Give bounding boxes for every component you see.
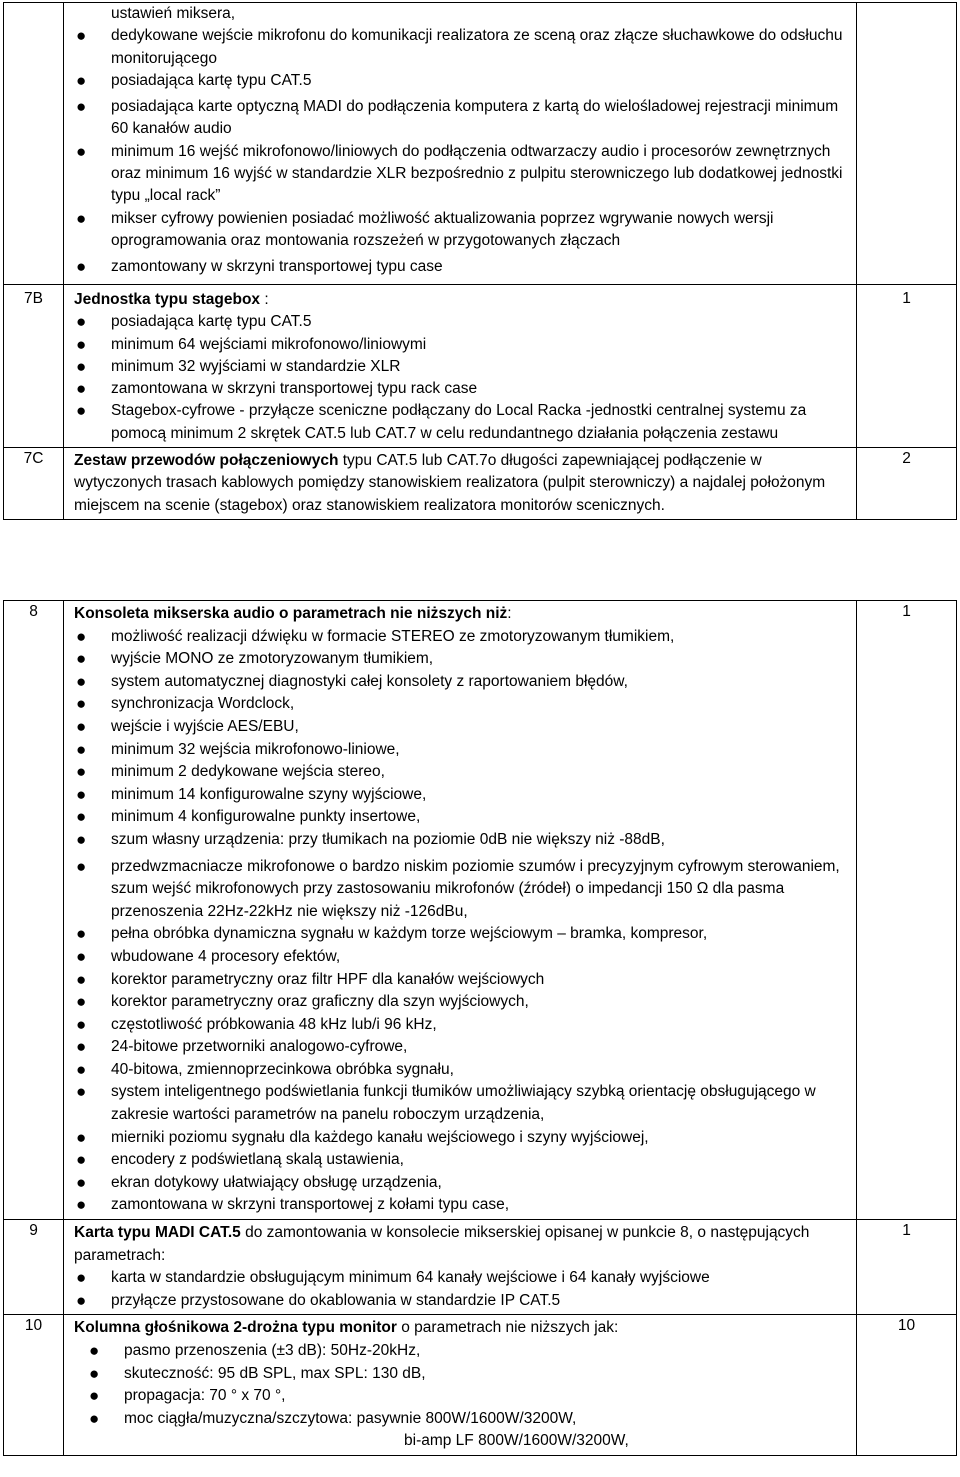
list-item-text: system automatycznej diagnostyki całej konsolety z raportowaniem błędów, bbox=[111, 672, 628, 690]
row-quantity: 1 bbox=[902, 1222, 911, 1240]
bullet-icon: ● bbox=[76, 969, 87, 989]
list-item bbox=[74, 1036, 848, 1059]
list-item-text: wbudowane 4 procesory efektów, bbox=[111, 947, 341, 965]
bullet-icon: ● bbox=[76, 141, 87, 161]
list-item-text: wejście i wyjście AES/EBU, bbox=[111, 717, 299, 735]
list-item-text: ekran dotykowy ułatwiający obsługę urządzenia, bbox=[111, 1173, 442, 1191]
bullet-icon: ● bbox=[76, 762, 87, 782]
list-item-text: minimum 2 dedykowane wejścia stereo, bbox=[111, 763, 385, 781]
list-item-text: posiadająca kartę typu CAT.5 bbox=[111, 71, 312, 89]
list-item bbox=[74, 946, 848, 969]
bullet-icon: ● bbox=[76, 1268, 87, 1288]
row-number: 9 bbox=[29, 1222, 38, 1240]
item-title: Zestaw przewodów połączeniowych bbox=[74, 452, 339, 470]
bullet-icon: ● bbox=[76, 1037, 87, 1057]
list-item bbox=[74, 334, 848, 356]
bullet-icon: ● bbox=[76, 856, 87, 876]
list-item bbox=[74, 671, 848, 694]
list-item bbox=[74, 829, 848, 852]
bullet-icon: ● bbox=[76, 626, 87, 646]
bullet-list bbox=[74, 311, 848, 445]
list-item bbox=[74, 991, 848, 1014]
list-item bbox=[74, 1059, 848, 1082]
row-number: 10 bbox=[24, 1317, 43, 1335]
list-item bbox=[74, 1172, 848, 1195]
row-description bbox=[64, 1220, 857, 1315]
item-title: Kolumna głośnikowa 2-drożna typu monitor bbox=[74, 1319, 397, 1337]
list-item-text: synchronizacja Wordclock, bbox=[111, 695, 295, 713]
row-quantity-cell bbox=[857, 1315, 957, 1456]
bullet-icon: ● bbox=[76, 829, 87, 849]
row-quantity: 2 bbox=[902, 450, 911, 468]
bullet-icon: ● bbox=[76, 924, 87, 944]
row-number-cell bbox=[4, 601, 64, 1220]
list-item-text: minimum 32 wejścia mikrofonowo-liniowe, bbox=[111, 740, 400, 758]
bullet-list-continued bbox=[74, 3, 848, 279]
row-number-cell bbox=[4, 1315, 64, 1456]
bullet-icon: ● bbox=[76, 1172, 87, 1192]
row-quantity: 1 bbox=[902, 603, 911, 620]
list-item bbox=[74, 1363, 848, 1386]
row-number: 8 bbox=[29, 603, 38, 620]
list-item bbox=[74, 1340, 848, 1363]
list-item bbox=[74, 626, 848, 649]
list-item bbox=[74, 96, 848, 141]
list-item bbox=[74, 739, 848, 762]
bullet-icon: ● bbox=[76, 1014, 87, 1034]
bullet-icon: ● bbox=[76, 26, 87, 46]
list-item-text: zamontowana w skrzyni transportowej z kołami typu case, bbox=[111, 1196, 509, 1214]
list-item bbox=[74, 693, 848, 716]
row-paragraph bbox=[74, 450, 848, 517]
spec-table-1 bbox=[3, 2, 957, 520]
list-item-text: minimum 14 konfigurowalne szyny wyjściowe, bbox=[111, 785, 427, 803]
list-item-text: minimum 4 konfigurowalne punkty insertowe, bbox=[111, 808, 421, 826]
row-heading bbox=[74, 289, 848, 311]
list-item-text: propagacja: 70 ° x 70 °, bbox=[124, 1387, 286, 1405]
list-item bbox=[74, 1385, 848, 1408]
list-item bbox=[74, 969, 848, 992]
bullet-icon: ● bbox=[76, 1082, 87, 1102]
item-title-suffix: : bbox=[260, 291, 269, 308]
list-item bbox=[74, 1290, 848, 1313]
table-row-10 bbox=[4, 1315, 957, 1456]
bullet-icon: ● bbox=[76, 97, 87, 117]
bullet-icon: ● bbox=[76, 312, 87, 332]
list-item-text: mierniki poziomu sygnału dla każdego kanału wejściowego i szyny wyjściowej, bbox=[111, 1128, 649, 1146]
row-paragraph bbox=[74, 1317, 848, 1340]
list-item-text: minimum 16 wejść mikrofonowo/liniowych do podłączenia odtwarzaczy audio i procesorów zewnętrznych oraz minimum 16 wyjść w standardzie XLR bezpośrednio z pulpitu sterowniczego lub dodatkowej jednostki typu „local rack” bbox=[111, 142, 843, 205]
table-row-7c bbox=[4, 448, 957, 520]
row-quantity-cell bbox=[857, 448, 957, 520]
list-item bbox=[74, 25, 848, 70]
list-item-text: przedwzmacniacze mikrofonowe o bardzo niskim poziomie szumów i precyzyjnym cyfrowym sterowaniem, szum wejść mikrofonowych przy zastosowaniu mikrofonów (źródeł) o impedancji 150 Ω dla pasma przenoszenia 22Hz-22kHz nie większy niż -126dBu, bbox=[111, 857, 840, 920]
list-item-text: ustawień miksera, bbox=[111, 5, 236, 22]
list-item bbox=[74, 400, 848, 445]
bullet-icon: ● bbox=[76, 257, 87, 277]
list-item-text: korektor parametryczny oraz graficzny dla szyn wyjściowych, bbox=[111, 993, 529, 1011]
row-description bbox=[64, 285, 857, 448]
item-text: typu CAT.5 lub CAT.7o długości zapewniającej podłączenie w wytyczonych trasach kablowych pomiędzy stanowiskiem realizatora (pulpit sterowniczy) a najdalej położonym miejscem na scenie (stagebox) oraz stanowiskiem realizatora monitorów scenicznych. bbox=[74, 452, 826, 514]
bullet-icon: ● bbox=[76, 807, 87, 827]
row-quantity: 10 bbox=[897, 1317, 916, 1335]
bullet-icon: ● bbox=[76, 784, 87, 804]
item-title: Jednostka typu stagebox bbox=[74, 291, 261, 308]
bullet-icon: ● bbox=[89, 1386, 100, 1406]
bullet-list bbox=[74, 1340, 848, 1430]
bullet-icon: ● bbox=[89, 1363, 100, 1383]
bullet-icon: ● bbox=[76, 1290, 87, 1310]
list-item-continuation: bi-amp LF 800W/1600W/3200W, bbox=[404, 1432, 629, 1450]
list-item bbox=[74, 1014, 848, 1037]
list-item-text: system inteligentnego podświetlania funkcji tłumików umożliwiający szybką orientację obsługującego w zakresie wartości parametrów na panelu roboczym urządzenia, bbox=[111, 1083, 816, 1124]
row-number-cell bbox=[4, 3, 64, 285]
list-item-text: zamontowany w skrzyni transportowej typu case bbox=[111, 258, 443, 276]
list-item-text: 24-bitowe przetworniki analogowo-cyfrowe, bbox=[111, 1038, 408, 1056]
item-title: Konsoleta mikserska audio o parametrach nie niższych niż bbox=[74, 605, 508, 622]
row-quantity-cell bbox=[857, 601, 957, 1220]
bullet-icon: ● bbox=[76, 649, 87, 669]
list-item bbox=[74, 311, 848, 333]
list-item-text: mikser cyfrowy powienien posiadać możliwość aktualizowania poprzez wgrywanie nowych wersji oprogramowania oraz montowania rozszeżeń w przygotowanych złączach bbox=[111, 209, 774, 249]
list-item-text: moc ciągła/muzyczna/szczytowa: pasywnie 800W/1600W/3200W, bbox=[124, 1409, 577, 1427]
bullet-icon: ● bbox=[76, 1150, 87, 1170]
row-number-cell bbox=[4, 448, 64, 520]
list-item bbox=[74, 3, 848, 25]
bullet-icon: ● bbox=[76, 356, 87, 376]
bullet-list bbox=[74, 626, 848, 1217]
bullet-icon: ● bbox=[76, 739, 87, 759]
bullet-icon: ● bbox=[76, 70, 87, 90]
list-item bbox=[74, 761, 848, 784]
bullet-icon: ● bbox=[76, 992, 87, 1012]
bullet-icon: ● bbox=[76, 1127, 87, 1147]
list-item bbox=[74, 141, 848, 208]
bullet-icon: ● bbox=[76, 946, 87, 966]
list-item bbox=[74, 784, 848, 807]
item-text: o parametrach nie niższych jak: bbox=[396, 1319, 619, 1337]
spec-table-2 bbox=[3, 600, 957, 1456]
list-item bbox=[74, 70, 848, 92]
row-description bbox=[64, 3, 857, 285]
list-item bbox=[74, 208, 848, 253]
list-item bbox=[74, 378, 848, 400]
bullet-icon: ● bbox=[89, 1408, 100, 1428]
list-item bbox=[74, 1149, 848, 1172]
list-item-text: zamontowana w skrzyni transportowej typu rack case bbox=[111, 380, 478, 398]
list-item-text: szum własny urządzenia: przy tłumikach na poziomie 0dB nie większy niż -88dB, bbox=[111, 830, 665, 848]
row-description bbox=[64, 448, 857, 520]
table-row-9 bbox=[4, 1220, 957, 1315]
item-title: Karta typu MADI CAT.5 bbox=[74, 1224, 241, 1242]
row-heading bbox=[74, 603, 848, 626]
list-item-text: minimum 64 wejściami mikrofonowo/liniowymi bbox=[111, 335, 427, 353]
bullet-icon: ● bbox=[76, 694, 87, 714]
list-item bbox=[74, 923, 848, 946]
list-item bbox=[74, 648, 848, 671]
row-description bbox=[64, 1315, 857, 1456]
bullet-icon: ● bbox=[76, 1195, 87, 1215]
bullet-icon: ● bbox=[76, 401, 87, 421]
list-item-text: encodery z podświetlaną skalą ustawienia, bbox=[111, 1151, 404, 1169]
list-item-text: karta w standardzie obsługującym minimum 64 kanały wejściowe i 64 kanały wyjściowe bbox=[111, 1269, 710, 1287]
row-number-cell bbox=[4, 285, 64, 448]
list-item bbox=[74, 856, 848, 924]
list-item-text: pasmo przenoszenia (±3 dB): 50Hz-20kHz, bbox=[124, 1342, 421, 1359]
list-item-text: skuteczność: 95 dB SPL, max SPL: 130 dB, bbox=[124, 1364, 426, 1382]
bullet-list bbox=[74, 1267, 848, 1312]
list-item-text: przyłącze przystosowane do okablowania w standardzie IP CAT.5 bbox=[111, 1291, 561, 1309]
table-row-continuation bbox=[4, 3, 957, 285]
item-text: do zamontowania w konsolecie mikserskiej opisanej w punkcie 8, o następujących parametrach: bbox=[74, 1224, 810, 1264]
row-quantity-cell bbox=[857, 3, 957, 285]
list-item bbox=[74, 1194, 848, 1217]
list-item-text: pełna obróbka dynamiczna sygnału w każdym torze wejściowym – bramka, kompresor, bbox=[111, 925, 708, 943]
row-quantity-cell bbox=[857, 285, 957, 448]
list-item bbox=[74, 256, 848, 278]
list-item-text: korektor parametryczny oraz filtr HPF dla kanałów wejściowych bbox=[111, 970, 545, 988]
row-paragraph bbox=[74, 1222, 848, 1267]
bullet-icon: ● bbox=[76, 1059, 87, 1079]
list-item-text: Stagebox-cyfrowe - przyłącze sceniczne podłączany do Local Racka -jednostki centralnej systemu za pomocą minimum 2 skrętek CAT.5 lub CAT.7 w celu redundantnego działania połączenia zestawu bbox=[111, 402, 807, 442]
list-item bbox=[74, 806, 848, 829]
list-item-text: częstotliwość próbkowania 48 kHz lub/i 96 kHz, bbox=[111, 1015, 437, 1033]
bullet-icon: ● bbox=[89, 1341, 100, 1360]
list-item-text: posiadająca kartę typu CAT.5 bbox=[111, 313, 312, 331]
table-row-8 bbox=[4, 601, 957, 1220]
item-title-suffix: : bbox=[507, 605, 512, 622]
row-quantity-cell bbox=[857, 1220, 957, 1315]
row-number-cell bbox=[4, 1220, 64, 1315]
bullet-icon: ● bbox=[76, 379, 87, 399]
row-description bbox=[64, 601, 857, 1220]
list-item bbox=[74, 1127, 848, 1150]
table-row-7b bbox=[4, 285, 957, 448]
list-item-text: minimum 32 wyjściami w standardzie XLR bbox=[111, 357, 401, 375]
list-item bbox=[74, 1081, 848, 1126]
row-quantity: 1 bbox=[902, 290, 911, 307]
list-item bbox=[74, 1267, 848, 1290]
bullet-icon: ● bbox=[76, 208, 87, 228]
list-item bbox=[74, 356, 848, 378]
list-item bbox=[74, 1408, 848, 1431]
list-item bbox=[74, 716, 848, 739]
list-item-text: dedykowane wejście mikrofonu do komunikacji realizatora ze sceną oraz złącze słuchawkowe do odsłuchu monitorującego bbox=[111, 27, 843, 67]
bullet-icon: ● bbox=[76, 716, 87, 736]
list-item-text: 40-bitowa, zmiennoprzecinkowa obróbka sygnału, bbox=[111, 1060, 454, 1078]
bullet-icon: ● bbox=[76, 334, 87, 354]
list-item-text: możliwość realizacji dźwięku w formacie STEREO ze zmotoryzowanym tłumikiem, bbox=[111, 627, 675, 645]
row-number: 7C bbox=[23, 450, 44, 468]
list-item-text: posiadająca karte optyczną MADI do podłączenia komputera z kartą do wielośladowej rejestracji minimum 60 kanałów audio bbox=[111, 98, 839, 138]
bullet-icon: ● bbox=[76, 671, 87, 691]
row-number: 7B bbox=[24, 290, 43, 307]
list-item-text: wyjście MONO ze zmotoryzowanym tłumikiem, bbox=[111, 650, 434, 668]
